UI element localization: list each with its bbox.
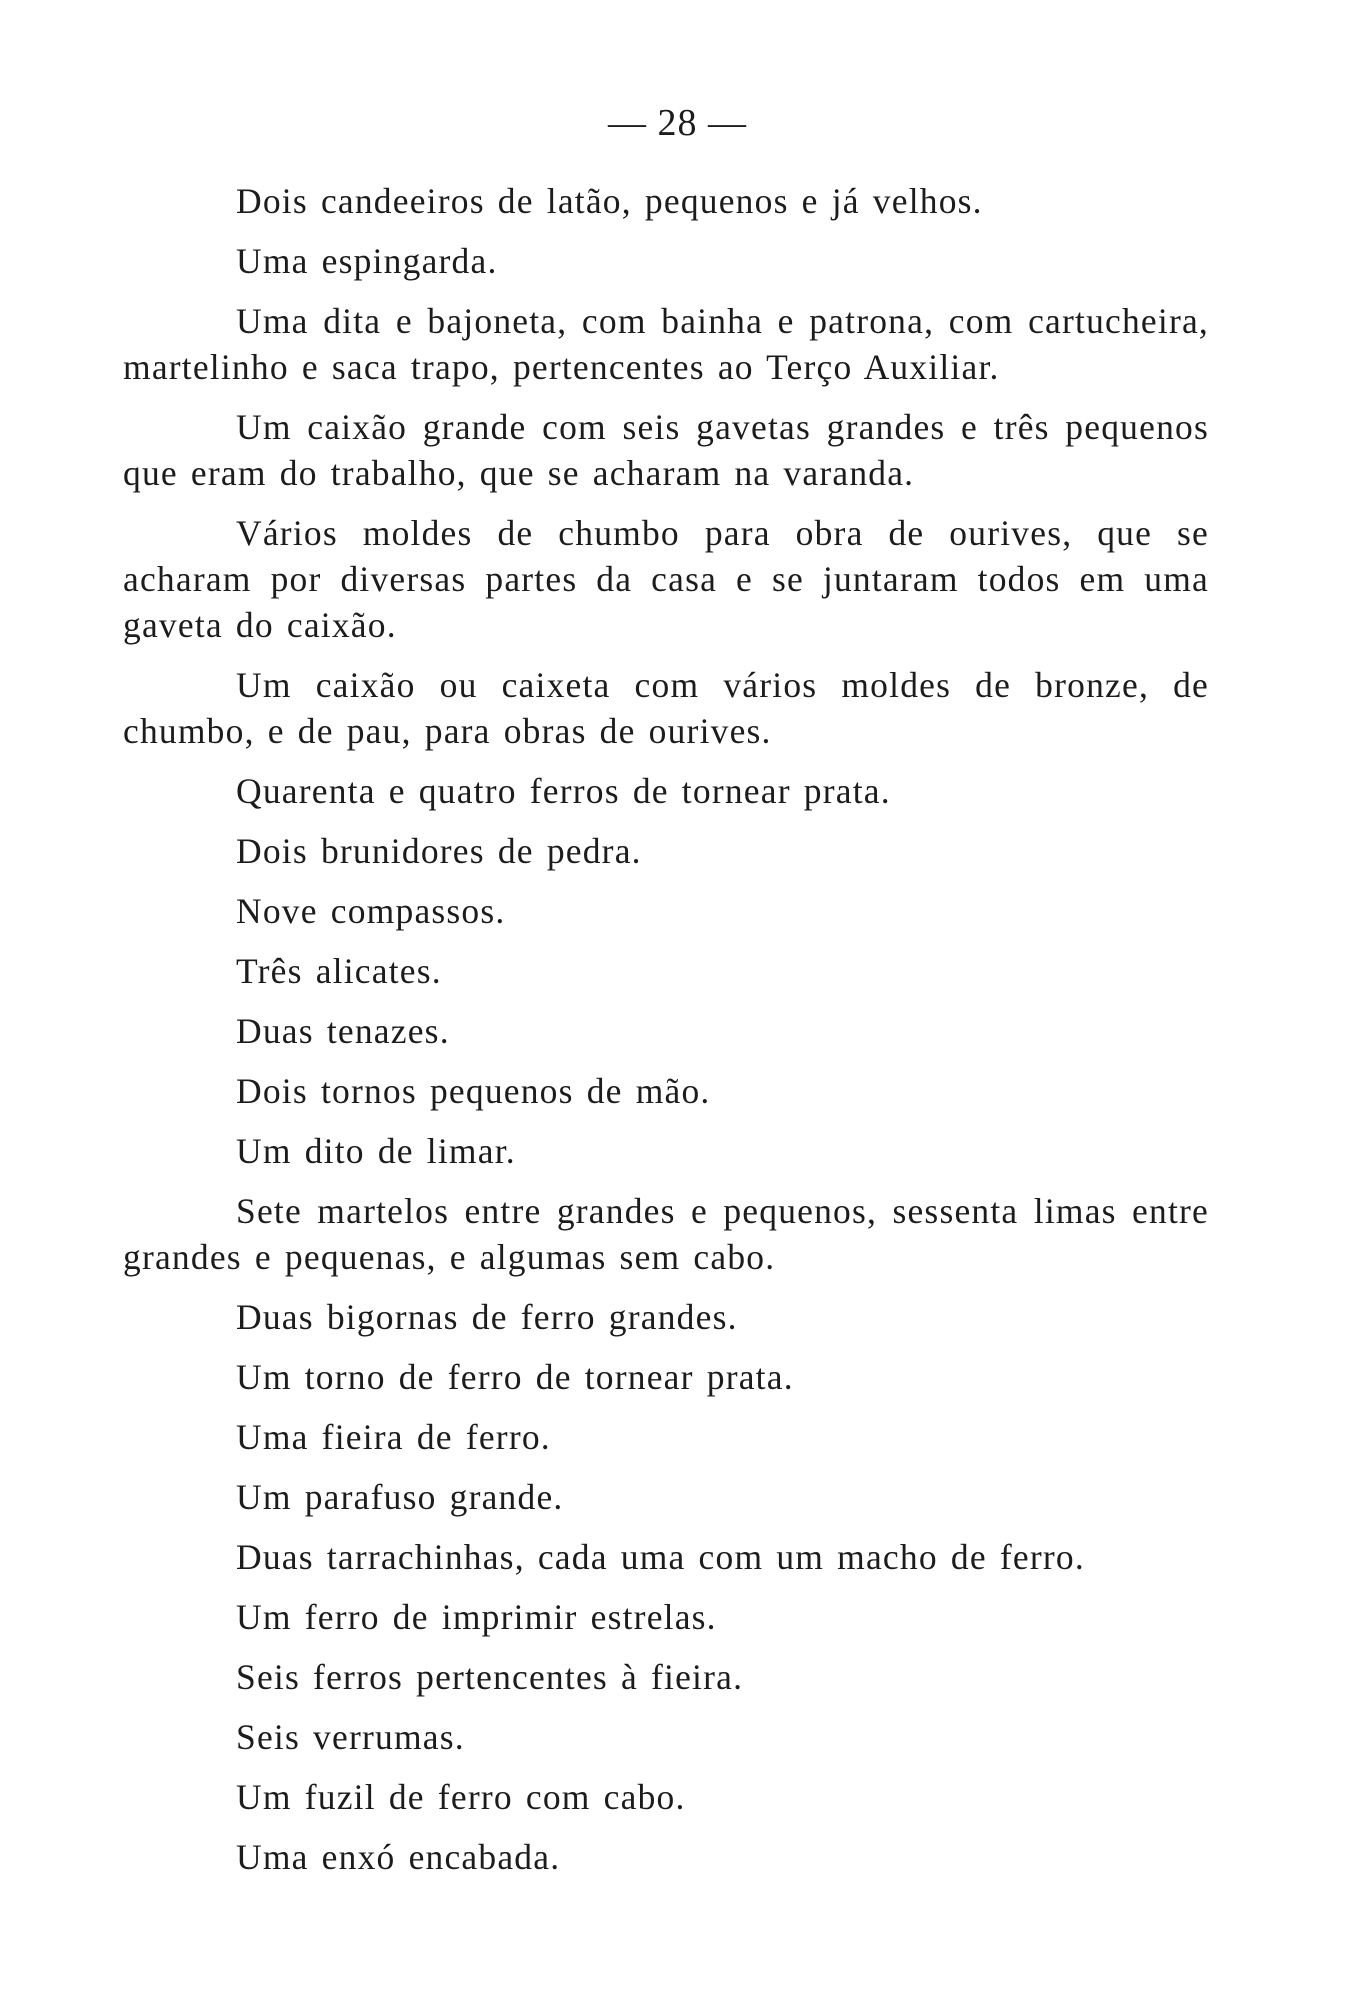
paragraph-24: Uma enxó encabada.: [236, 1837, 561, 1877]
paragraph-5: Vários moldes de chumbo para obra de ourives, que se acharam por diversas partes da casa e se juntaram todos em uma gaveta do caixão.: [123, 513, 1209, 645]
paragraph-19: Duas tarrachinhas, cada uma com um macho de ferro.: [236, 1537, 1085, 1577]
paragraph-14: Sete martelos entre grandes e pequenos, sessenta limas entre grandes e pequenas, e algumas sem cabo.: [123, 1191, 1209, 1277]
paragraph-20: Um ferro de imprimir estrelas.: [236, 1597, 717, 1637]
paragraph-10: Três alicates.: [236, 951, 442, 991]
page-number: — 28 —: [608, 102, 747, 144]
paragraph-23: Um fuzil de ferro com cabo.: [236, 1777, 686, 1817]
paragraph-7: Quarenta e quatro ferros de tornear prata.: [236, 771, 891, 811]
inventory-text: [123, 178, 1209, 1894]
paragraph-11: Duas tenazes.: [236, 1011, 450, 1051]
paragraph-4: Um caixão grande com seis gavetas grandes e três pequenos que eram do trabalho, que se acharam na varanda.: [123, 407, 1209, 493]
paragraph-13: Um dito de limar.: [236, 1131, 516, 1171]
paragraph-2: Uma espingarda.: [236, 241, 498, 281]
paragraph-1: Dois candeeiros de latão, pequenos e já velhos.: [236, 181, 983, 221]
paragraph-18: Um parafuso grande.: [236, 1477, 564, 1517]
paragraph-3: Uma dita e bajoneta, com bainha e patrona, com cartucheira, martelinho e saca trapo, pertencentes ao Terço Auxiliar.: [123, 301, 1209, 387]
paragraph-17: Uma fieira de ferro.: [236, 1417, 551, 1457]
paragraph-16: Um torno de ferro de tornear prata.: [236, 1357, 794, 1397]
paragraph-22: Seis verrumas.: [236, 1717, 465, 1757]
paragraph-15: Duas bigornas de ferro grandes.: [236, 1297, 738, 1337]
paragraph-12: Dois tornos pequenos de mão.: [236, 1071, 711, 1111]
paragraph-9: Nove compassos.: [236, 891, 506, 931]
paragraph-8: Dois brunidores de pedra.: [236, 831, 642, 871]
paragraph-21: Seis ferros pertencentes à fieira.: [236, 1657, 744, 1697]
paragraph-6: Um caixão ou caixeta com vários moldes de bronze, de chumbo, e de pau, para obras de ourives.: [123, 665, 1209, 751]
